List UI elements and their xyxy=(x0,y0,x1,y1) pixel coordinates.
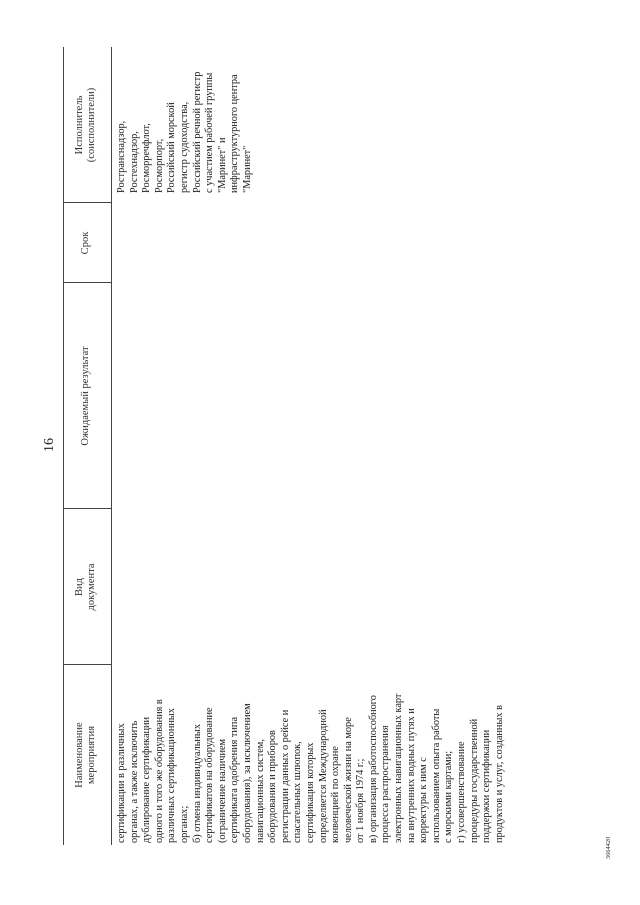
executor-line: "Маринет" xyxy=(241,145,253,193)
name-line: оборудования и приборов xyxy=(267,730,279,843)
executor-line: Росморречфлот, xyxy=(141,123,153,193)
name-line: человеческой жизни на море xyxy=(342,717,354,843)
header-name xyxy=(74,665,98,845)
name-line: оборудования), за исключением xyxy=(241,703,253,843)
executor-line: Российский морской xyxy=(166,102,178,193)
executor-line: с участием рабочей группы xyxy=(204,72,216,193)
name-cell xyxy=(116,694,506,843)
table-header-rule xyxy=(111,47,112,845)
name-line: использованием опыта работы xyxy=(430,708,442,843)
table-top-rule xyxy=(63,47,64,845)
name-line: б) отмена индивидуальных xyxy=(191,724,203,843)
executor-line: Ространснадзор, xyxy=(116,120,127,193)
name-line: с морскими картами; xyxy=(443,750,455,843)
header-name-line-1: Наименование xyxy=(74,722,85,788)
name-line: поддержки сертификации xyxy=(481,729,493,843)
header-doc-type-line-2: документа xyxy=(86,563,97,611)
header-executor xyxy=(74,47,98,203)
header-deadline xyxy=(80,203,92,283)
name-line: в) организация работоспособного xyxy=(367,695,379,843)
name-line: определяется Международной xyxy=(317,709,329,843)
header-result-line-1: Ожидаемый результат xyxy=(80,346,91,446)
header-result xyxy=(80,283,92,509)
name-line: процедуры государственной xyxy=(468,718,480,843)
name-line: процесса распространения xyxy=(380,725,392,843)
executor-line: Росморпорт, xyxy=(153,138,165,193)
header-doc-type xyxy=(74,509,98,665)
name-line: различных сертификационных xyxy=(166,708,178,843)
name-line: от 1 ноября 1974 г.; xyxy=(355,758,367,843)
executor-line: инфраструктурного центра xyxy=(229,74,241,193)
name-line: органах, а также исключить xyxy=(128,720,140,843)
document-code: 3664420 xyxy=(606,836,612,859)
name-line: сертификата одобрения типа xyxy=(229,716,241,843)
name-line: конвенцией по охране xyxy=(330,746,342,843)
executor-line: регистр судоходства, xyxy=(178,101,190,193)
name-line: продуктов и услуг, созданных в xyxy=(493,705,505,843)
name-line: сертификации в различных xyxy=(116,723,127,843)
name-line: органах; xyxy=(178,805,190,843)
header-doc-type-line-1: Вид xyxy=(74,578,85,596)
name-line: одного и того же оборудования в xyxy=(153,699,165,843)
name-line: дублирование сертификации xyxy=(141,716,153,843)
name-line: сертификация которых xyxy=(304,742,316,843)
header-deadline-line-1: Срок xyxy=(80,231,91,255)
name-line: (ограничение наличием xyxy=(216,738,228,843)
header-executor-line-2: (соисполнители) xyxy=(86,87,97,163)
executor-cell xyxy=(116,72,255,193)
executor-line: Ростехнадзор, xyxy=(128,131,140,193)
name-line: регистрации данных о рейсе и xyxy=(279,709,291,843)
name-line: г) усовершенствование xyxy=(456,741,468,843)
page-number: 16 xyxy=(42,438,57,452)
name-line: навигационных систем, xyxy=(254,739,266,843)
name-line: спасательных шлюпок, xyxy=(292,741,304,843)
name-line: электронных навигационных карт xyxy=(393,693,405,843)
header-name-line-2: мероприятия xyxy=(86,725,97,785)
name-line: на внутренних водных путях и xyxy=(405,708,417,843)
name-line: корректуры к ним с xyxy=(418,757,430,843)
header-executor-line-1: Исполнитель xyxy=(74,95,85,155)
executor-line: "Маринет" и xyxy=(216,137,228,193)
executor-line: Российский речной регистр xyxy=(191,71,203,193)
name-line: сертификатов на оборудование xyxy=(204,707,216,843)
